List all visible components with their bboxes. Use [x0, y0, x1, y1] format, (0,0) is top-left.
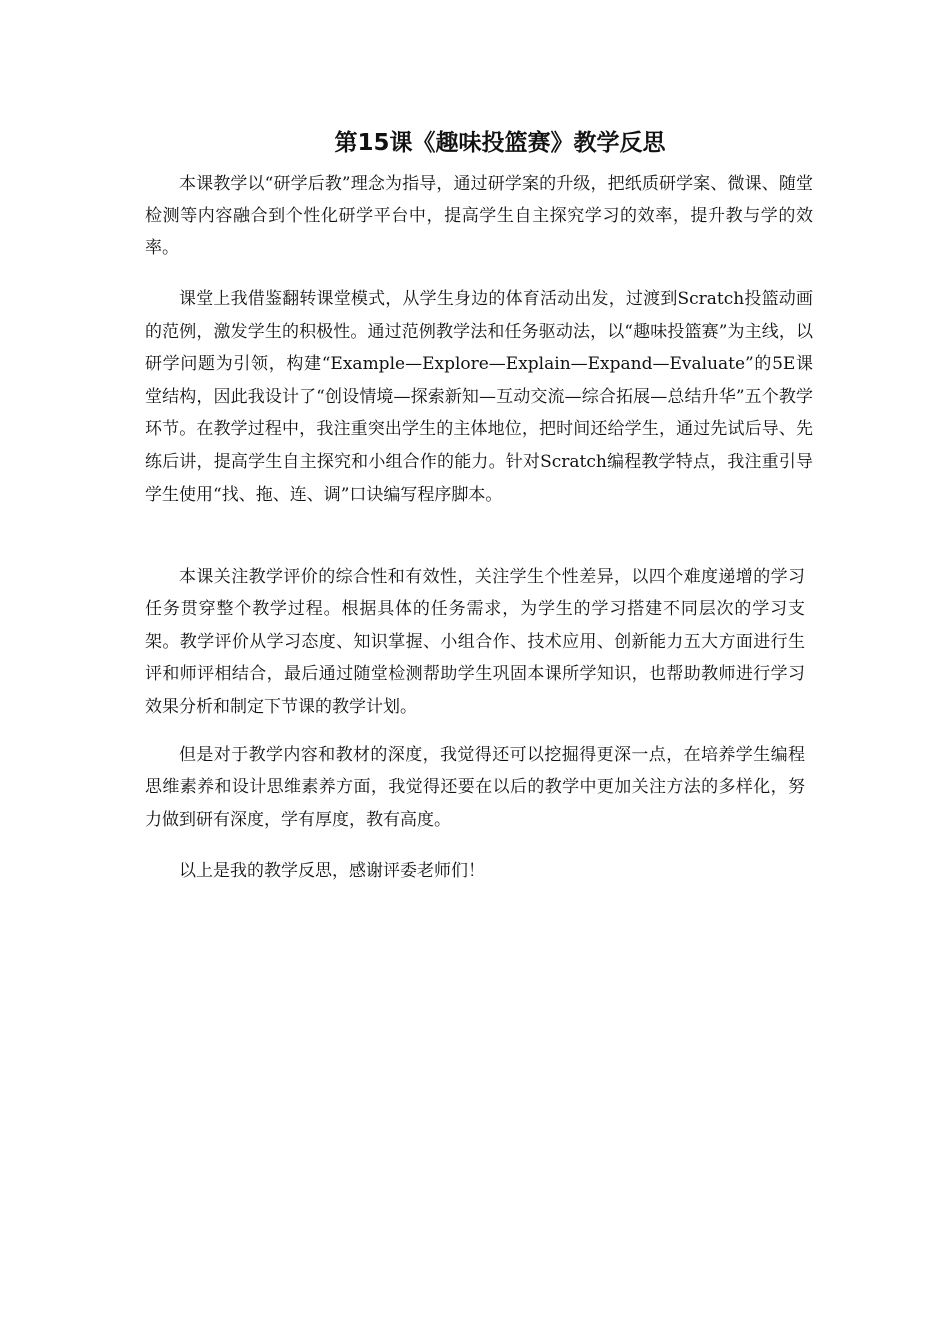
- paragraph-4: 但是对于教学内容和教材的深度，我觉得还可以挖掘得更深一点，在培养学生编程思维素养和设计思维素养方面，我觉得还要在以后的教学中更加关注方法的多样化，努力做到研有深度，学有厚度，教有高度。: [145, 745, 805, 830]
- paragraph-3: 本课关注教学评价的综合性和有效性，关注学生个性差异，以四个难度递增的学习任务贯穿整个教学过程。根据具体的任务需求，为学生的学习搭建不同层次的学习支架。教学评价从学习态度、知识掌握、小组合作、技术应用、创新能力五大方面进行生评和师评相结合，最后通过随堂检测帮助学生巩固本课所学知识，也帮助教师进行学习效果分析和制定下节课的教学计划。: [145, 567, 805, 717]
- paragraph-1: 本课教学以“研学后教”理念为指导，通过研学案的升级，把纸质研学案、微课、随堂检测等内容融合到个性化研学平台中，提高学生自主探究学习的效率，提升教与学的效率。: [145, 174, 813, 259]
- paragraph-5: 以上是我的教学反思，感谢评委老师们！: [179, 861, 485, 881]
- page-title: 第15课《趣味投篮赛》教学反思: [334, 130, 666, 156]
- paragraph-2: 课堂上我借鉴翻转课堂模式，从学生身边的体育活动出发，过渡到Scratch投篮动画的范例，激发学生的积极性。通过范例教学法和任务驱动法，以“趣味投篮赛”为主线，以研学问题为引领，构建“Example—Explore—Explain—Expand—Evaluate”的5E课堂结构，因此我设计了“创设情境—探索新知—互动交流—综合拓展—总结升华”五个教学环节。在教学过程中，我注重突出学生的主体地位，把时间还给学生，通过先试后导、先练后讲，提高学生自主探究和小组合作的能力。针对Scratch编程教学特点，我注重引导学生使用“找、拖、连、调”口诀编写程序脚本。: [145, 289, 813, 505]
